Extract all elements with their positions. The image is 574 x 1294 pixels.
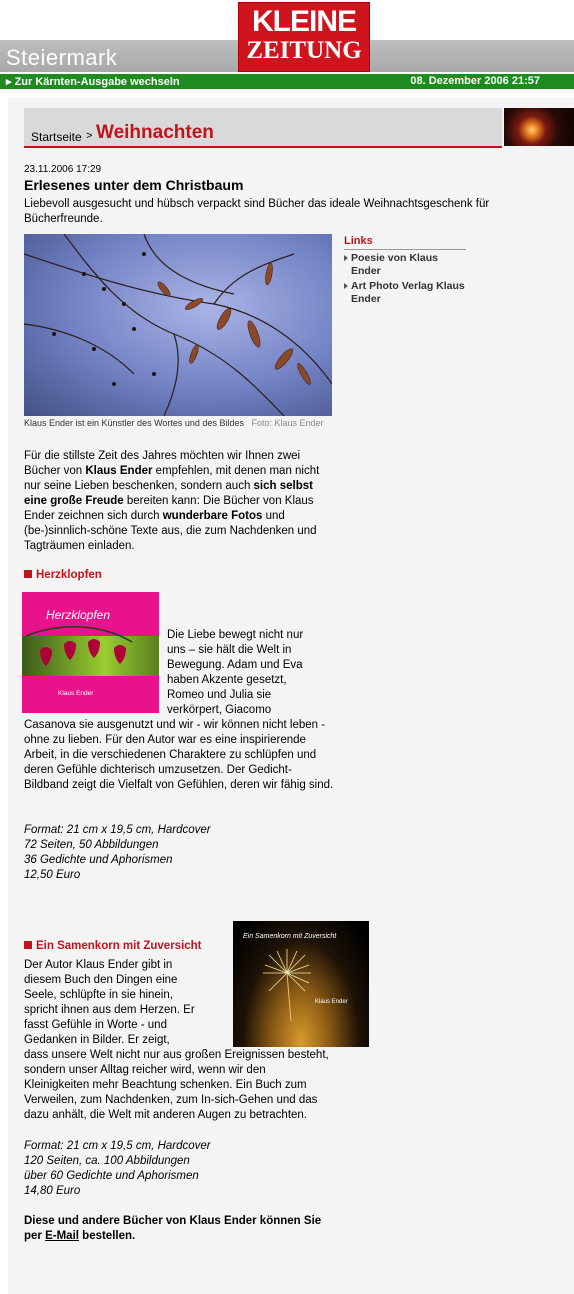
links-sidebar bbox=[344, 235, 466, 306]
region-name: Steiermark bbox=[6, 45, 118, 70]
kleine-zeitung-logo[interactable]: KLEINE ZEITUNG bbox=[238, 2, 370, 72]
bullet-square-icon bbox=[24, 941, 32, 949]
herzklopfen-details: Format: 21 cm x 19,5 cm, Hardcover 72 Seiten, 50 Abbildungen 36 Gedichte und Aphorismen 12,50 Euro bbox=[24, 824, 211, 881]
article-lead: Liebevoll ausgesucht und hübsch verpackt sind Bücher das ideale Weihnachtsgeschenk für Bücherfreunde. bbox=[24, 198, 490, 225]
current-datetime: 08. Dezember 2006 21:57 bbox=[410, 75, 540, 87]
bullet-square-icon bbox=[24, 570, 32, 578]
article-timestamp: 23.11.2006 17:29 bbox=[24, 164, 102, 175]
herzklopfen-text: Casanova sie ausgenutzt und wir - wir können nicht leben - ohne zu lieben. Für den Autor war es eine inspirierende Arbeit, in die verschiedenen Charaktere zu schlüpfen und deren Gefühle dichterisch umzusetzen. Der Gedicht-Bildband zeigt die Vielfalt von Gefühlen, deren wir fähig sind. bbox=[24, 719, 334, 791]
breadcrumb-separator: > bbox=[86, 130, 93, 142]
photo-caption: Klaus Ender ist ein Künstler des Wortes und des Bildes Foto: Klaus Ender bbox=[24, 418, 324, 428]
article-title: Erlesenes unter dem Christbaum bbox=[24, 177, 244, 193]
article-photo[interactable] bbox=[24, 234, 332, 416]
link-poesie[interactable]: Poesie von Klaus Ender bbox=[344, 252, 466, 278]
section-heading-herzklopfen: Herzklopfen bbox=[24, 569, 102, 581]
candle-image bbox=[504, 108, 574, 146]
section-heading-samenkorn: Ein Samenkorn mit Zuversicht bbox=[24, 940, 202, 952]
edition-switch-link[interactable]: ▸ Zur Kärnten-Ausgabe wechseln bbox=[6, 76, 180, 88]
link-art-photo-verlag[interactable]: Art Photo Verlag Klaus Ender bbox=[344, 280, 466, 306]
breadcrumb-current: Weihnachten bbox=[96, 122, 214, 143]
article-intro: Für die stillste Zeit des Jahres möchten wir Ihnen zwei Bücher von Klaus Ender empfehlen, mit denen man nicht nur seine Lieben beschenken, sondern auch sich selbst eine große Freude bereiten kann: Die Bücher von Klaus Ender zeichnen sich durch wunderbare Fotos und (be-)sinnlich-schöne Texte aus, die zum Nachdenken und Tagträumen einladen. bbox=[24, 450, 320, 552]
book-cover-samenkorn[interactable]: Ein Samenkorn mit Zuversicht Klaus Ender bbox=[233, 921, 369, 1047]
breadcrumb-home-link[interactable]: Startseite bbox=[31, 130, 82, 144]
links-title: Links bbox=[344, 235, 466, 250]
order-note: Diese und andere Bücher von Klaus Ender können Sie per E-Mail bestellen. bbox=[24, 1215, 322, 1242]
arrow-icon bbox=[344, 255, 348, 261]
book-cover-herzklopfen[interactable]: Herzklopfen Klaus Ender bbox=[22, 592, 159, 713]
arrow-icon bbox=[344, 283, 348, 289]
edition-bar bbox=[0, 74, 574, 89]
herzklopfen-text-float: Die Liebe bewegt nicht nur uns – sie hält die Welt in Bewegung. Adam und Eva haben Akzente gesetzt, Romeo und Julia sie verkörpert, Giacomo bbox=[167, 629, 304, 716]
samenkorn-details: Format: 21 cm x 19,5 cm, Hardcover 120 Seiten, ca. 100 Abbildungen über 60 Gedichte und Aphorismen 14,80 Euro bbox=[24, 1140, 211, 1197]
samenkorn-text-float: Der Autor Klaus Ender gibt in diesem Buch den Dingen eine Seele, schlüpfte in sie hinein, spricht ihnen aus dem Herzen. Er fasst Gefühle in Worte - und Gedanken in Bilder. Er zeigt, bbox=[24, 959, 195, 1046]
photo-credit: Foto: Klaus Ender bbox=[251, 418, 324, 428]
samenkorn-text: dass unsere Welt nicht nur aus großen Ereignissen besteht, sondern unser Alltag reicher wird, wenn wir den Kleinigkeiten mehr Beachtung schenken. Ein Buch zum Verweilen, zum Nachdenken, zum In-sich-Gehen und das dazu anhält, die Welt mit anderen Augen zu betrachten. bbox=[24, 1049, 329, 1121]
email-link[interactable]: E-Mail bbox=[45, 1230, 79, 1242]
